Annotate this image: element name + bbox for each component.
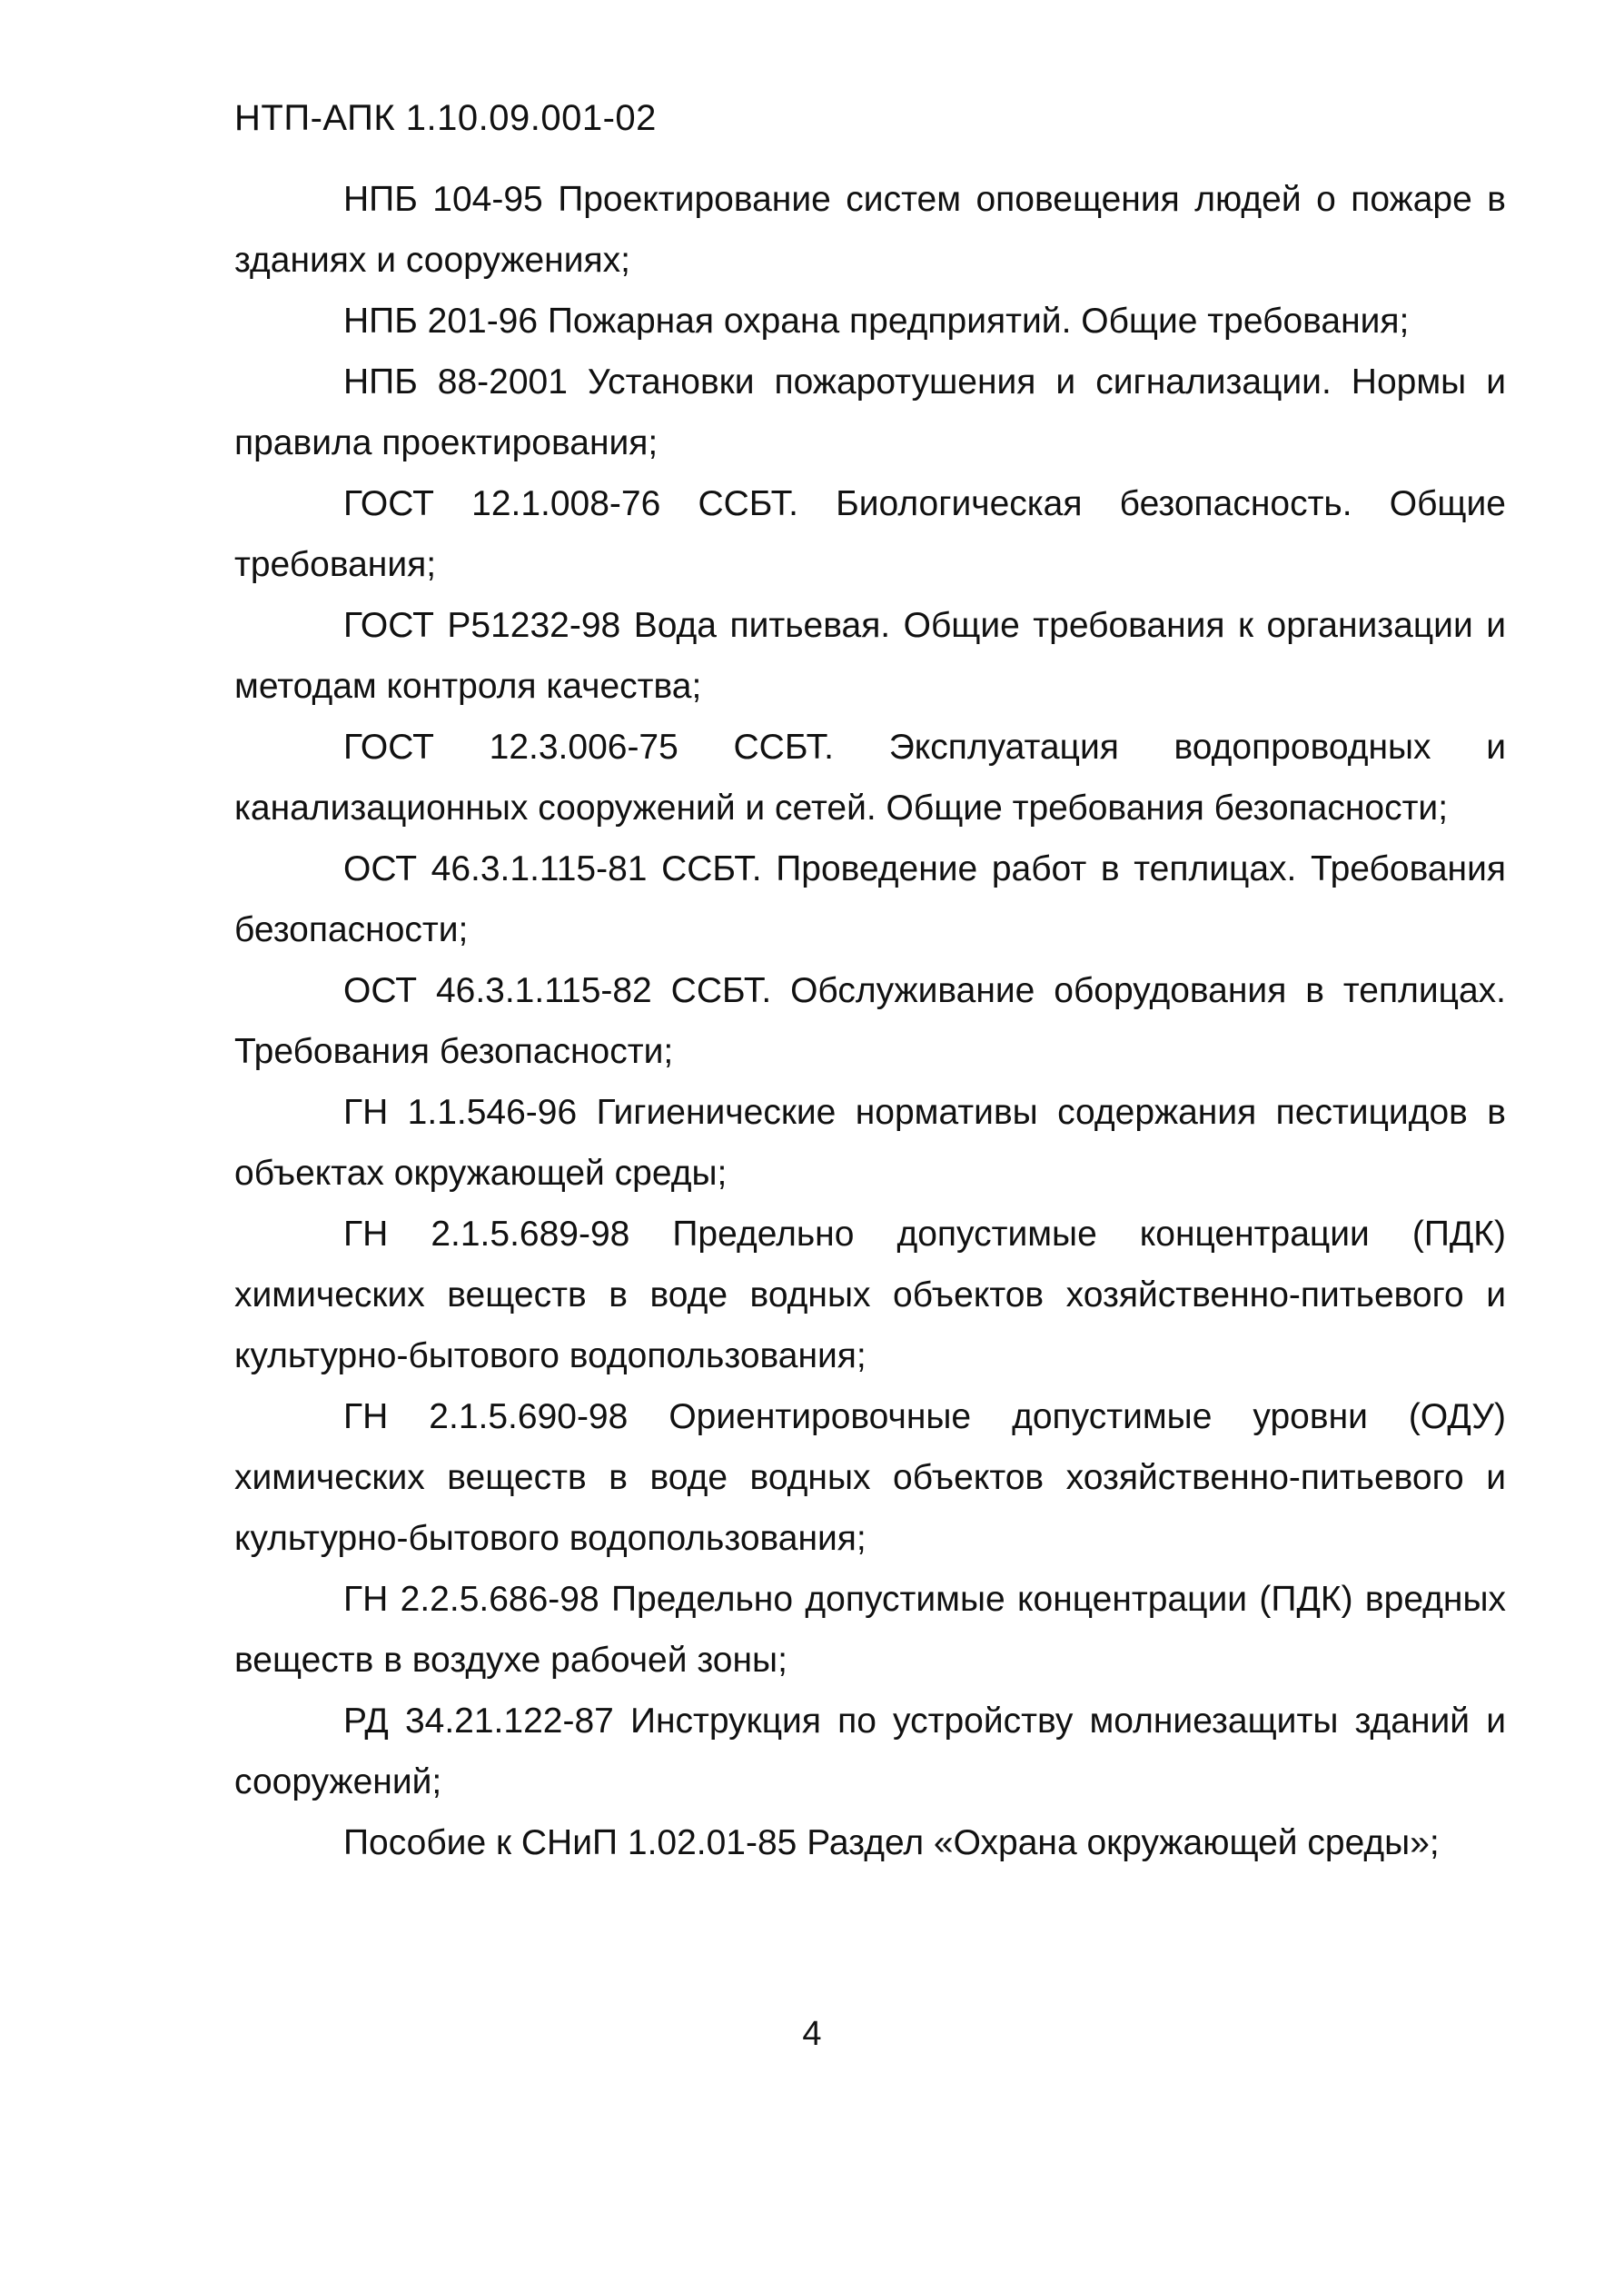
reference-item: ГН 2.2.5.686-98 Предельно допустимые концентрации (ПДК) вредных веществ в воздухе рабочей зоны; — [234, 1580, 1506, 1680]
document-header: НТП-АПК 1.10.09.001-02 — [234, 98, 657, 138]
reference-item: ГОСТ 12.1.008-76 ССБТ. Биологическая безопасность. Общие требования; — [234, 484, 1506, 584]
reference-item: НПБ 201-96 Пожарная охрана предприятий. Общие требования; — [343, 302, 1410, 341]
reference-item: РД 34.21.122-87 Инструкция по устройству молниезащиты зданий и сооружений; — [234, 1702, 1506, 1801]
reference-item: НПБ 88-2001 Установки пожаротушения и сигнализации. Нормы и правила проектирования; — [234, 362, 1506, 462]
reference-item: ГН 2.1.5.689-98 Предельно допустимые концентрации (ПДК) химических веществ в воде водных объектов хозяйственно-питьевого и культурно-бытового водопользования; — [234, 1215, 1506, 1375]
reference-item: ОСТ 46.3.1.115-81 ССБТ. Проведение работ в теплицах. Требования безопасности; — [234, 849, 1506, 949]
reference-item: Пособие к СНиП 1.02.01-85 Раздел «Охрана окружающей среды»; — [343, 1823, 1440, 1862]
reference-item: ОСТ 46.3.1.115-82 ССБТ. Обслуживание оборудования в теплицах. Требования безопасности; — [234, 971, 1506, 1071]
reference-item: ГН 1.1.546-96 Гигиенические нормативы содержания пестицидов в объектах окружающей среды; — [234, 1093, 1506, 1193]
reference-item: ГОСТ 12.3.006-75 ССБТ. Эксплуатация водопроводных и канализационных сооружений и сетей. Общие требования безопасности; — [234, 728, 1506, 828]
page-number: 4 — [802, 2015, 822, 2053]
reference-item: НПБ 104-95 Проектирование систем оповещения людей о пожаре в зданиях и сооружениях; — [234, 180, 1506, 280]
reference-item: ГН 2.1.5.690-98 Ориентировочные допустимые уровни (ОДУ) химических веществ в воде водных объектов хозяйственно-питьевого и культурно-бытового водопользования; — [234, 1397, 1506, 1558]
reference-list — [234, 169, 1506, 1873]
reference-item: ГОСТ Р51232-98 Вода питьевая. Общие требования к организации и методам контроля качества; — [234, 606, 1506, 706]
